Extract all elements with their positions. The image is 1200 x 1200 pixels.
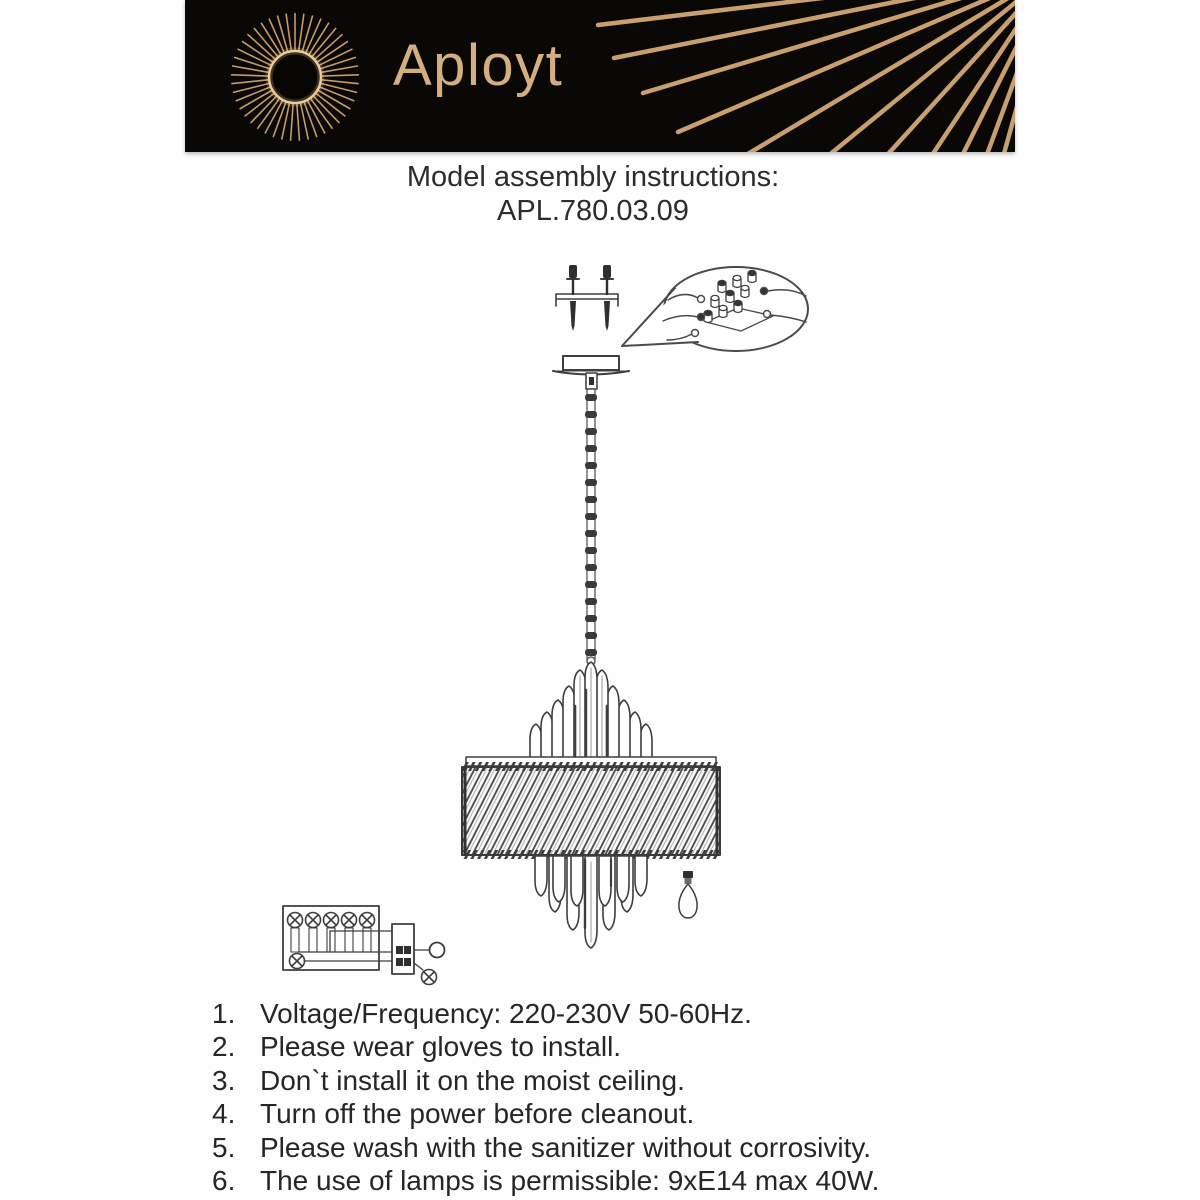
instruction-text: Please wear gloves to install.	[260, 1031, 622, 1063]
instruction-number: 1.	[212, 998, 236, 1029]
gold-rays-decoration	[185, 0, 1015, 152]
model-number: APL.780.03.09	[497, 195, 689, 227]
ceiling-canopy	[553, 356, 629, 389]
instruction-text: Turn off the power before cleanout.	[260, 1098, 695, 1130]
instruction-item	[212, 1165, 1052, 1198]
instruction-list	[212, 998, 1052, 1198]
assembly-diagram	[0, 248, 1200, 1000]
instruction-number: 4.	[212, 1098, 236, 1130]
brand-name: Aployt	[393, 33, 564, 98]
title-line: Model assembly instructions:	[406, 161, 780, 193]
e14-bulb-icon	[679, 871, 697, 918]
shade-drum	[462, 762, 720, 859]
instruction-number: 6.	[212, 1164, 236, 1196]
instruction-item	[212, 998, 1052, 1031]
instruction-item	[212, 1065, 1052, 1098]
hanging-chain	[585, 390, 597, 665]
brand-banner	[185, 0, 1015, 152]
instruction-number: 3.	[212, 1064, 236, 1096]
document-title	[193, 160, 993, 228]
instruction-text: Don`t install it on the moist ceiling.	[260, 1064, 685, 1096]
instruction-number: 2.	[212, 1031, 236, 1063]
wiring-diagram	[283, 906, 445, 985]
instruction-text: The use of lamps is permissible: 9xE14 max 40W.	[260, 1164, 880, 1196]
lower-crystal-tier	[535, 856, 647, 948]
instruction-text: Voltage/Frequency: 220-230V 50-60Hz.	[260, 998, 752, 1029]
instruction-item	[212, 1132, 1052, 1165]
instruction-item	[212, 1031, 1052, 1064]
instruction-text: Please wash with the sanitizer without corrosivity.	[260, 1131, 872, 1163]
mounting-anchors	[556, 265, 618, 331]
upper-crystal-tier	[530, 662, 652, 758]
wiring-detail-balloon	[622, 267, 808, 351]
instruction-item	[212, 1098, 1052, 1131]
instruction-number: 5.	[212, 1131, 236, 1163]
